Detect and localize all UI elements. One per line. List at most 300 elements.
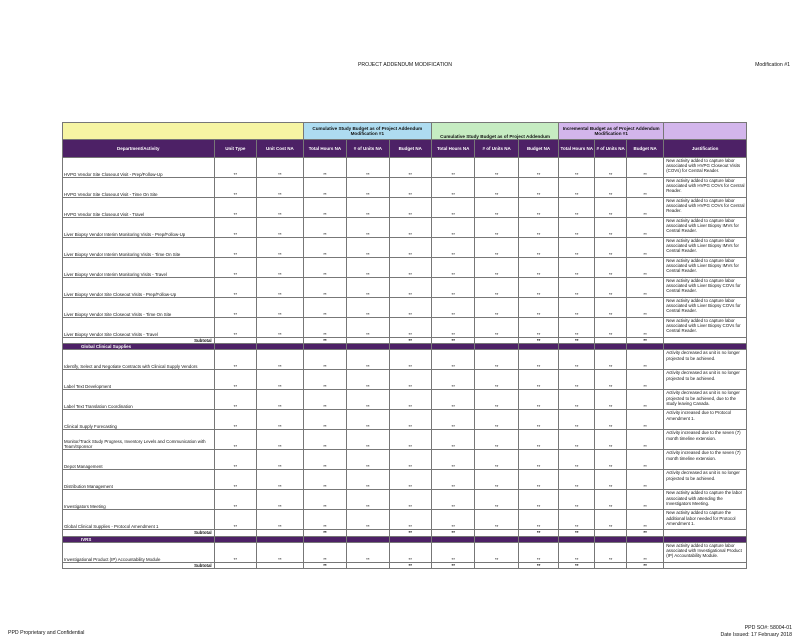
value-cell: ** — [389, 542, 431, 562]
value-cell: ** — [257, 510, 304, 530]
table-row — [63, 410, 747, 430]
value-cell: ** — [347, 298, 389, 318]
value-cell: ** — [475, 470, 518, 490]
value-cell: ** — [257, 470, 304, 490]
table-row — [63, 278, 747, 298]
value-cell: ** — [389, 350, 431, 370]
value-cell: ** — [303, 510, 346, 530]
value-cell: ** — [595, 318, 627, 338]
value-cell: ** — [475, 278, 518, 298]
subtotal-cell — [595, 562, 627, 568]
group-header-cumulative-mod1: Cumulative Study Budget as of Project Addendum Modification #1 — [303, 123, 431, 140]
value-cell: ** — [518, 510, 558, 530]
value-cell: ** — [257, 370, 304, 390]
subtotal-cell: ** — [518, 530, 558, 536]
value-cell: ** — [303, 370, 346, 390]
subtotal-cell: ** — [431, 530, 474, 536]
value-cell: ** — [627, 350, 664, 370]
justification-cell: New activity added to capture labor associated with Liver Biopsy IMVs for Central Reader. — [664, 218, 747, 238]
table-row — [63, 470, 747, 490]
value-cell: ** — [347, 370, 389, 390]
value-cell: ** — [559, 318, 595, 338]
value-cell: ** — [347, 218, 389, 238]
value-cell: ** — [518, 218, 558, 238]
justification-cell: New activity added to capture labor associated with Investigational Product (IP) Accountability Module. — [664, 542, 747, 562]
value-cell: ** — [595, 542, 627, 562]
justification-cell: New activity added to capture labor associated with HVPG COVs for Central Reader. — [664, 178, 747, 198]
value-cell: ** — [389, 510, 431, 530]
value-cell: ** — [475, 298, 518, 318]
value-cell: ** — [303, 178, 346, 198]
value-cell: ** — [431, 542, 474, 562]
value-cell: ** — [559, 390, 595, 410]
table-row — [63, 430, 747, 450]
value-cell: ** — [595, 470, 627, 490]
value-cell: ** — [518, 158, 558, 178]
value-cell: ** — [257, 158, 304, 178]
table-row — [63, 158, 747, 178]
footer-doc-number: PPD SO#: 58004-01 — [744, 625, 792, 632]
subtotal-cell: ** — [559, 562, 595, 568]
activity-cell: Investigational Product (IP) Accountability Module — [63, 542, 215, 562]
value-cell: ** — [559, 198, 595, 218]
value-cell: ** — [347, 490, 389, 510]
value-cell: ** — [214, 450, 256, 470]
value-cell: ** — [627, 278, 664, 298]
section-title: IVRS — [63, 536, 215, 542]
justification-cell: New activity added to capture labor associated with Liver Biopsy IMVs for Central Reader. — [664, 258, 747, 278]
value-cell: ** — [595, 278, 627, 298]
value-cell: ** — [518, 318, 558, 338]
table-row — [63, 350, 747, 370]
value-cell: ** — [518, 542, 558, 562]
value-cell: ** — [627, 450, 664, 470]
subtotal-label: Subtotal — [63, 562, 215, 568]
value-cell: ** — [431, 158, 474, 178]
subtotal-cell: ** — [627, 530, 664, 536]
value-cell: ** — [627, 542, 664, 562]
justification-cell: Activity increased due to the seven (7) month timeline extension. — [664, 450, 747, 470]
activity-cell: Label Text Development — [63, 370, 215, 390]
value-cell: ** — [303, 278, 346, 298]
value-cell: ** — [559, 490, 595, 510]
page-title: PROJECT ADDENDUM MODIFICATION — [357, 62, 453, 68]
justification-cell: New activity added to capture labor associated with Liver Biopsy COVs for Central Reader. — [664, 278, 747, 298]
subtotal-cell — [214, 562, 256, 568]
value-cell: ** — [559, 510, 595, 530]
col-budget-2: Budget NA — [518, 140, 558, 158]
value-cell: ** — [257, 490, 304, 510]
value-cell: ** — [214, 490, 256, 510]
value-cell: ** — [518, 370, 558, 390]
subtotal-cell: ** — [559, 338, 595, 344]
value-cell: ** — [627, 198, 664, 218]
col-total-hours-2: Total Hours NA — [431, 140, 474, 158]
subtotal-cell: ** — [303, 338, 346, 344]
subtotal-cell — [475, 562, 518, 568]
value-cell: ** — [475, 370, 518, 390]
value-cell: ** — [214, 278, 256, 298]
subtotal-label: Subtotal — [63, 530, 215, 536]
value-cell: ** — [595, 510, 627, 530]
activity-cell: Liver Biopsy Vendor Site Closeout Visits - Prep/Follow-Up — [63, 278, 215, 298]
table-row — [63, 258, 747, 278]
value-cell: ** — [303, 430, 346, 450]
activity-cell: Liver Biopsy Vendor Site Closeout Visits - Time On Site — [63, 298, 215, 318]
group-header-incremental: Incremental Budget as of Project Addendum Modification #1 — [559, 123, 664, 140]
value-cell: ** — [431, 490, 474, 510]
value-cell: ** — [389, 390, 431, 410]
justification-cell: New activity added to capture the labor associated with attending the Investigators Meeting. — [664, 490, 747, 510]
activity-cell: Label Text Translation Coordination — [63, 390, 215, 410]
value-cell: ** — [518, 198, 558, 218]
value-cell: ** — [257, 450, 304, 470]
table-body — [63, 158, 747, 569]
subtotal-cell: ** — [303, 530, 346, 536]
value-cell: ** — [257, 542, 304, 562]
value-cell: ** — [389, 430, 431, 450]
table-row — [63, 370, 747, 390]
activity-cell: Distribution Management — [63, 470, 215, 490]
value-cell: ** — [389, 198, 431, 218]
table-row — [63, 218, 747, 238]
value-cell: ** — [595, 238, 627, 258]
col-total-hours-3: Total Hours NA — [559, 140, 595, 158]
value-cell: ** — [518, 490, 558, 510]
activity-cell: Identify, Select and Negotiate Contracts with Clinical Supply Vendors — [63, 350, 215, 370]
activity-cell: Investigators Meeting — [63, 490, 215, 510]
section-title: Global Clinical Supplies — [63, 344, 215, 350]
value-cell: ** — [559, 470, 595, 490]
value-cell: ** — [431, 178, 474, 198]
value-cell: ** — [559, 238, 595, 258]
value-cell: ** — [431, 350, 474, 370]
value-cell: ** — [347, 450, 389, 470]
value-cell: ** — [214, 238, 256, 258]
value-cell: ** — [627, 390, 664, 410]
value-cell: ** — [389, 218, 431, 238]
col-budget-3: Budget NA — [627, 140, 664, 158]
value-cell: ** — [347, 238, 389, 258]
activity-cell: Liver Biopsy Vendor Interim Monitoring Visits - Travel — [63, 258, 215, 278]
value-cell: ** — [347, 390, 389, 410]
subtotal-cell: ** — [559, 530, 595, 536]
value-cell: ** — [518, 258, 558, 278]
value-cell: ** — [347, 178, 389, 198]
subtotal-cell: ** — [627, 338, 664, 344]
value-cell: ** — [475, 410, 518, 430]
group-header-row — [63, 123, 747, 140]
value-cell: ** — [475, 390, 518, 410]
value-cell: ** — [347, 258, 389, 278]
modification-label: Modification #1 — [755, 62, 790, 68]
activity-cell: Monitor/Track Study Progress, Inventory Levels and Communication with Team/Sponsor — [63, 430, 215, 450]
justification-cell: Activity decreased as unit is no longer projected to be achieved. — [664, 370, 747, 390]
value-cell: ** — [475, 430, 518, 450]
justification-cell: Activity increased due to the seven (7) month timeline extension. — [664, 430, 747, 450]
value-cell: ** — [595, 350, 627, 370]
value-cell: ** — [559, 178, 595, 198]
value-cell: ** — [431, 470, 474, 490]
value-cell: ** — [347, 198, 389, 218]
value-cell: ** — [475, 490, 518, 510]
value-cell: ** — [257, 350, 304, 370]
value-cell: ** — [214, 370, 256, 390]
value-cell: ** — [303, 158, 346, 178]
value-cell: ** — [475, 198, 518, 218]
value-cell: ** — [627, 410, 664, 430]
value-cell: ** — [627, 510, 664, 530]
value-cell: ** — [303, 350, 346, 370]
subtotal-justification — [664, 562, 747, 568]
subtotal-cell — [347, 562, 389, 568]
subtotal-cell: ** — [518, 562, 558, 568]
value-cell: ** — [389, 318, 431, 338]
footer-doc-info — [720, 625, 792, 638]
subtotal-cell — [257, 562, 304, 568]
value-cell: ** — [475, 238, 518, 258]
justification-cell: Activity decreased as unit is no longer projected to be achieved, due to the study leaving Canada. — [664, 390, 747, 410]
value-cell: ** — [431, 198, 474, 218]
value-cell: ** — [257, 178, 304, 198]
justification-cell: New activity added to capture labor associated with Liver Biopsy IMVs for Central Reader. — [664, 238, 747, 258]
value-cell: ** — [627, 218, 664, 238]
value-cell: ** — [627, 318, 664, 338]
col-justification: Justification — [664, 140, 747, 158]
value-cell: ** — [518, 298, 558, 318]
value-cell: ** — [347, 410, 389, 430]
value-cell: ** — [257, 410, 304, 430]
activity-cell: Liver Biopsy Vendor Interim Monitoring Visits - Prep/Follow-Up — [63, 218, 215, 238]
value-cell: ** — [518, 390, 558, 410]
value-cell: ** — [627, 158, 664, 178]
justification-cell: New activity added to capture labor associated with Liver Biopsy COVs for Central Reader. — [664, 298, 747, 318]
value-cell: ** — [214, 410, 256, 430]
value-cell: ** — [303, 410, 346, 430]
value-cell: ** — [518, 410, 558, 430]
value-cell: ** — [559, 350, 595, 370]
value-cell: ** — [595, 390, 627, 410]
activity-cell: Liver Biopsy Vendor Interim Monitoring Visits - Time On Site — [63, 238, 215, 258]
value-cell: ** — [627, 470, 664, 490]
value-cell: ** — [595, 370, 627, 390]
value-cell: ** — [518, 450, 558, 470]
value-cell: ** — [347, 542, 389, 562]
value-cell: ** — [303, 258, 346, 278]
justification-cell: Activity decreased as unit is no longer projected to be achieved. — [664, 470, 747, 490]
value-cell: ** — [389, 410, 431, 430]
subtotal-cell: ** — [389, 562, 431, 568]
value-cell: ** — [389, 238, 431, 258]
value-cell: ** — [389, 158, 431, 178]
value-cell: ** — [389, 258, 431, 278]
value-cell: ** — [475, 450, 518, 470]
value-cell: ** — [518, 430, 558, 450]
value-cell: ** — [559, 450, 595, 470]
value-cell: ** — [214, 542, 256, 562]
value-cell: ** — [431, 510, 474, 530]
value-cell: ** — [559, 258, 595, 278]
value-cell: ** — [595, 158, 627, 178]
subtotal-cell: ** — [431, 562, 474, 568]
col-units-3: # of Units NA — [595, 140, 627, 158]
value-cell: ** — [475, 178, 518, 198]
col-units-1: # of Units NA — [347, 140, 389, 158]
value-cell: ** — [214, 198, 256, 218]
value-cell: ** — [627, 370, 664, 390]
value-cell: ** — [518, 178, 558, 198]
value-cell: ** — [475, 510, 518, 530]
activity-cell: HVPG Vendor Site Closeout Visit - Travel — [63, 198, 215, 218]
value-cell: ** — [257, 238, 304, 258]
value-cell: ** — [214, 158, 256, 178]
value-cell: ** — [431, 258, 474, 278]
column-header-row — [63, 140, 747, 158]
value-cell: ** — [475, 218, 518, 238]
value-cell: ** — [214, 430, 256, 450]
subtotal-cell: ** — [431, 338, 474, 344]
value-cell: ** — [559, 410, 595, 430]
value-cell: ** — [595, 258, 627, 278]
subtotal-cell: ** — [518, 338, 558, 344]
value-cell: ** — [347, 350, 389, 370]
value-cell: ** — [595, 490, 627, 510]
value-cell: ** — [257, 430, 304, 450]
value-cell: ** — [257, 318, 304, 338]
value-cell: ** — [559, 298, 595, 318]
table-row — [63, 490, 747, 510]
value-cell: ** — [518, 470, 558, 490]
value-cell: ** — [431, 390, 474, 410]
col-activity: Department/Activity — [63, 140, 215, 158]
value-cell: ** — [627, 490, 664, 510]
table-row — [63, 542, 747, 562]
value-cell: ** — [595, 198, 627, 218]
group-header-cumulative-pa: Cumulative Study Budget as of Project Addendum — [431, 123, 558, 140]
value-cell: ** — [303, 318, 346, 338]
table-row — [63, 198, 747, 218]
footer-date-issued: Date Issued: 17 February 2018 — [720, 631, 792, 638]
value-cell: ** — [627, 298, 664, 318]
subtotal-cell: ** — [389, 338, 431, 344]
budget-table — [62, 122, 747, 569]
value-cell: ** — [257, 258, 304, 278]
value-cell: ** — [347, 470, 389, 490]
value-cell: ** — [518, 238, 558, 258]
justification-cell: Activity decreased as unit is no longer projected to be achieved. — [664, 350, 747, 370]
value-cell: ** — [595, 410, 627, 430]
value-cell: ** — [518, 350, 558, 370]
table-row — [63, 390, 747, 410]
footer-confidential: PPD Proprietary and Confidential — [8, 630, 85, 636]
value-cell: ** — [595, 450, 627, 470]
value-cell: ** — [389, 178, 431, 198]
value-cell: ** — [347, 158, 389, 178]
value-cell: ** — [431, 370, 474, 390]
value-cell: ** — [627, 258, 664, 278]
col-unit-cost: Unit Cost NA — [257, 140, 304, 158]
value-cell: ** — [303, 542, 346, 562]
value-cell: ** — [431, 298, 474, 318]
value-cell: ** — [518, 278, 558, 298]
activity-cell: Global Clinical Supplies - Protocol Amendment 1 — [63, 510, 215, 530]
value-cell: ** — [214, 298, 256, 318]
value-cell: ** — [347, 510, 389, 530]
value-cell: ** — [303, 450, 346, 470]
activity-cell: Depot Management — [63, 450, 215, 470]
value-cell: ** — [595, 298, 627, 318]
table-row — [63, 450, 747, 470]
value-cell: ** — [475, 258, 518, 278]
justification-cell: Activity increased due to Protocol Amendment 1. — [664, 410, 747, 430]
value-cell: ** — [303, 218, 346, 238]
value-cell: ** — [559, 430, 595, 450]
value-cell: ** — [627, 238, 664, 258]
value-cell: ** — [431, 450, 474, 470]
justification-cell: New activity added to capture labor associated with Liver Biopsy COVs for Central Reader. — [664, 318, 747, 338]
justification-cell: New activity added to capture labor associated with HVPG COVs for Central Reader. — [664, 198, 747, 218]
value-cell: ** — [627, 178, 664, 198]
value-cell: ** — [214, 350, 256, 370]
value-cell: ** — [475, 158, 518, 178]
value-cell: ** — [389, 298, 431, 318]
value-cell: ** — [389, 278, 431, 298]
col-total-hours-1: Total Hours NA — [303, 140, 346, 158]
table-row — [63, 178, 747, 198]
subtotal-row — [63, 562, 747, 568]
activity-cell: HVPG Vendor Site Closeout Visit - Prep/Follow-Up — [63, 158, 215, 178]
activity-cell: Liver Biopsy Vendor Site Closeout Visits - Travel — [63, 318, 215, 338]
activity-cell: Clinical Supply Forecasting — [63, 410, 215, 430]
value-cell: ** — [431, 430, 474, 450]
value-cell: ** — [347, 430, 389, 450]
value-cell: ** — [257, 390, 304, 410]
group-header-blank — [63, 123, 304, 140]
activity-cell: HVPG Vendor Site Closeout Visit - Time On Site — [63, 178, 215, 198]
value-cell: ** — [303, 298, 346, 318]
value-cell: ** — [214, 218, 256, 238]
value-cell: ** — [431, 238, 474, 258]
value-cell: ** — [347, 318, 389, 338]
value-cell: ** — [595, 218, 627, 238]
value-cell: ** — [475, 318, 518, 338]
value-cell: ** — [257, 218, 304, 238]
value-cell: ** — [389, 370, 431, 390]
value-cell: ** — [431, 318, 474, 338]
value-cell: ** — [475, 350, 518, 370]
value-cell: ** — [303, 490, 346, 510]
value-cell: ** — [214, 318, 256, 338]
value-cell: ** — [559, 278, 595, 298]
value-cell: ** — [627, 430, 664, 450]
value-cell: ** — [303, 198, 346, 218]
value-cell: ** — [389, 470, 431, 490]
value-cell: ** — [559, 370, 595, 390]
value-cell: ** — [347, 278, 389, 298]
value-cell: ** — [257, 298, 304, 318]
value-cell: ** — [559, 542, 595, 562]
value-cell: ** — [595, 178, 627, 198]
value-cell: ** — [257, 198, 304, 218]
value-cell: ** — [214, 510, 256, 530]
value-cell: ** — [431, 218, 474, 238]
value-cell: ** — [214, 470, 256, 490]
subtotal-cell: ** — [389, 530, 431, 536]
subtotal-cell: ** — [303, 562, 346, 568]
justification-cell: New activity added to capture labor associated with HVPG Closeout Visits (COVs) for Central Reader. — [664, 158, 747, 178]
subtotal-label: Subtotal — [63, 338, 215, 344]
table-row — [63, 510, 747, 530]
